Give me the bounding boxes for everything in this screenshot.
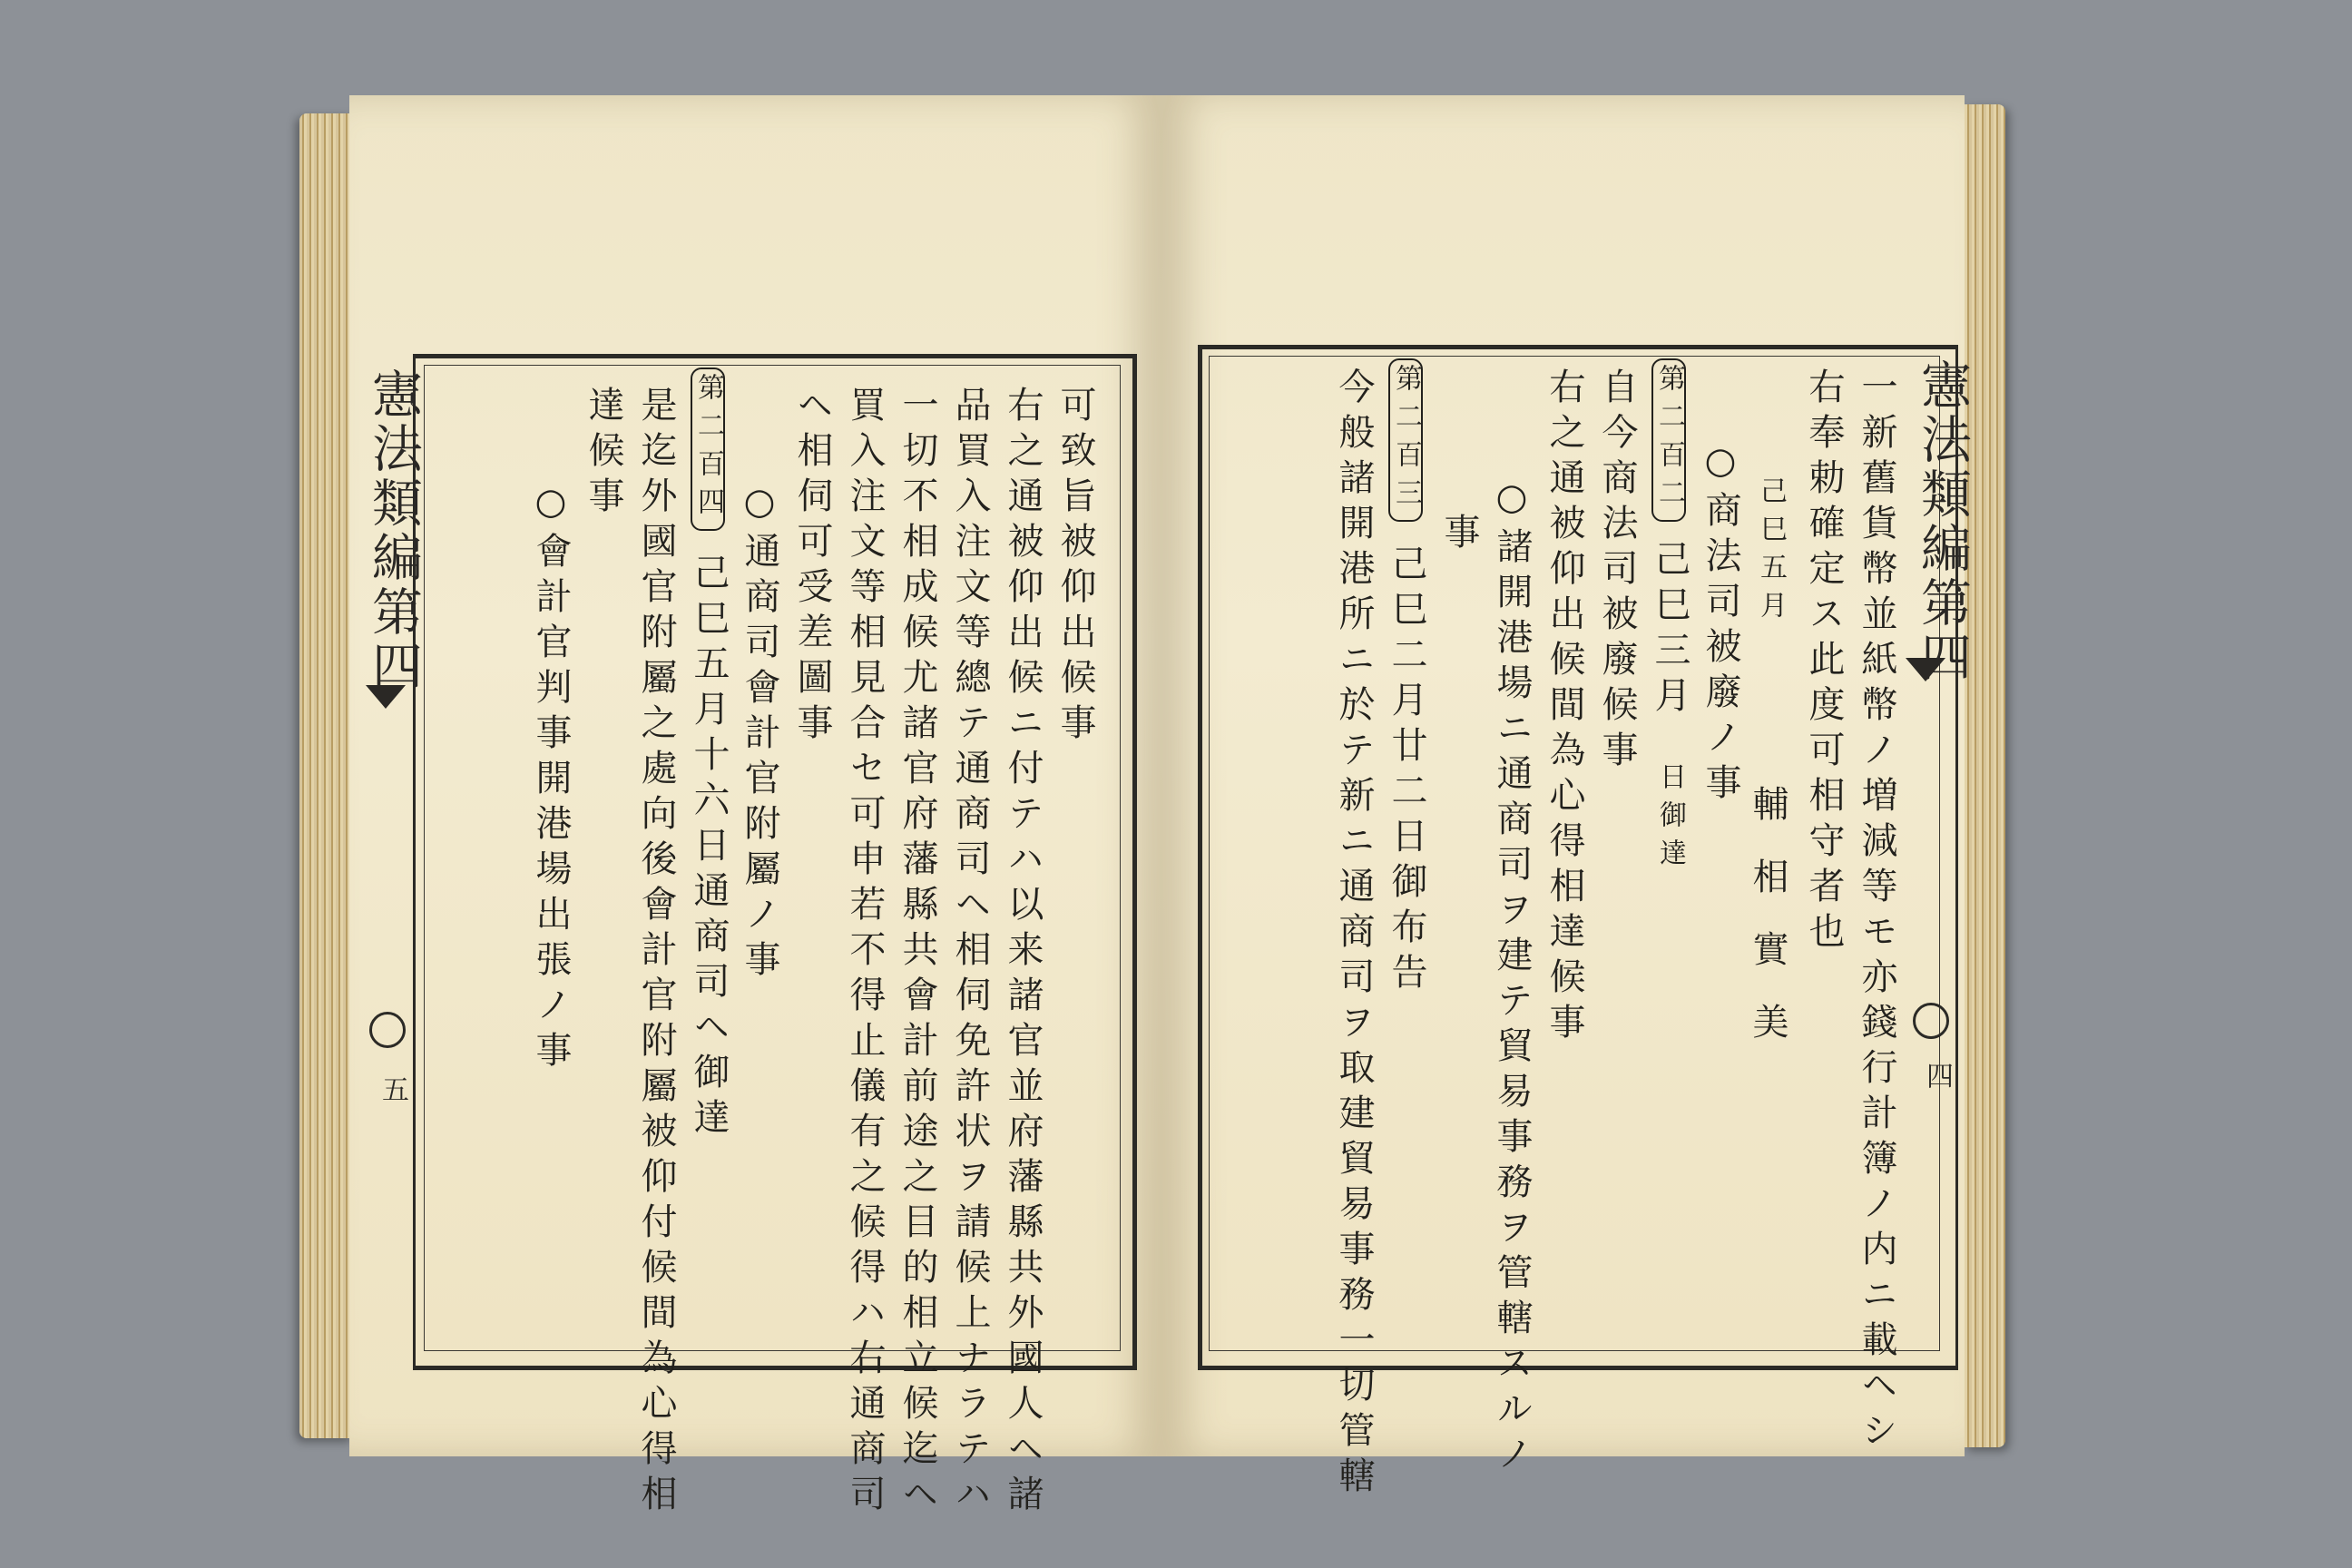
left-col-5: 買入注文等相見合セ可申若不得止儀有之候得ハ右通商司 (844, 386, 886, 1520)
page-edges-right (1965, 104, 2005, 1447)
left-col-7: ○通商司會計官附屬ノ事 (739, 481, 780, 985)
right-col-14: 己巳二月廿二日御布告 (1386, 544, 1427, 998)
left-margin-title: 憲法類編第四 (364, 368, 423, 694)
right-col-5: ○商法司被廢ノ事 (1700, 440, 1741, 808)
left-col-2: 右之通被仰出候ニ付テハ以来諸官並府藩縣共外國人ヘ諸 (1002, 386, 1044, 1520)
right-col-1: 一新舊貨幣並紙幣ノ増減等モ亦錢行計簿ノ内ニ載ヘシ (1856, 368, 1897, 1456)
right-section-label-202: 第二百二 (1651, 358, 1686, 522)
right-col-3: 己巳五月 (1755, 476, 1787, 629)
right-page (1161, 95, 1972, 1502)
right-col-15: 今般諸開港所ニ於テ新ニ通商司ヲ取建貿易事務一切管轄 (1333, 368, 1375, 1502)
left-col-12: ○會計官判事開港場出張ノ事 (530, 481, 572, 1076)
open-book (299, 86, 2005, 1520)
left-section-label (691, 368, 725, 531)
right-col-4: 輔相實美 (1747, 785, 1788, 1075)
left-col-6: ヘ相伺可受差圖事 (791, 386, 833, 749)
right-col-9: 自今商法司被廢候事 (1596, 368, 1638, 776)
left-col-9: 己巳五月十六日通商司ヘ御達 (688, 554, 730, 1143)
right-col-10: 右之通被仰出候間為心得相達候事 (1544, 368, 1585, 1048)
right-col-2: 右奉勅確定ス此度可相守者也 (1803, 368, 1845, 957)
page-edges-left (299, 113, 354, 1438)
left-fold-mark (369, 1012, 406, 1048)
left-col-11: 達候事 (583, 386, 624, 522)
left-margin-arrow (366, 685, 406, 709)
right-page-number: 四 (1921, 1062, 1953, 1089)
right-col-11: ○諸開港場ニ通商司ヲ建テ貿易事務ヲ管轄スルノ (1491, 476, 1533, 1480)
left-col-1: 可致旨被仰出候事 (1054, 386, 1096, 749)
right-col-8: 日御達 (1654, 762, 1686, 877)
right-section-label-203: 第二百三 (1388, 358, 1423, 522)
right-margin-title: 憲法類編第四 (1913, 358, 1972, 685)
right-col-12: 事 (1438, 513, 1480, 558)
left-col-4: 一切不相成候尤諸官府藩縣共會計前途之目的相立候迄ヘ (897, 386, 938, 1520)
left-col-10: 是迄外國官附屬之處向後會計官附屬被仰付候間為心得相 (635, 386, 677, 1520)
right-fold-mark (1913, 1003, 1949, 1039)
left-col-3: 品買入注文等總テ通商司ヘ相伺免許状ヲ請候上ナラテハ (949, 386, 991, 1520)
left-page-number: 五 (377, 1075, 408, 1102)
section-box-204: 第二百四 (691, 368, 725, 531)
right-col-7: 己巳三月 (1649, 540, 1690, 721)
left-page (349, 95, 1161, 1520)
right-margin-arrow (1906, 658, 1945, 681)
